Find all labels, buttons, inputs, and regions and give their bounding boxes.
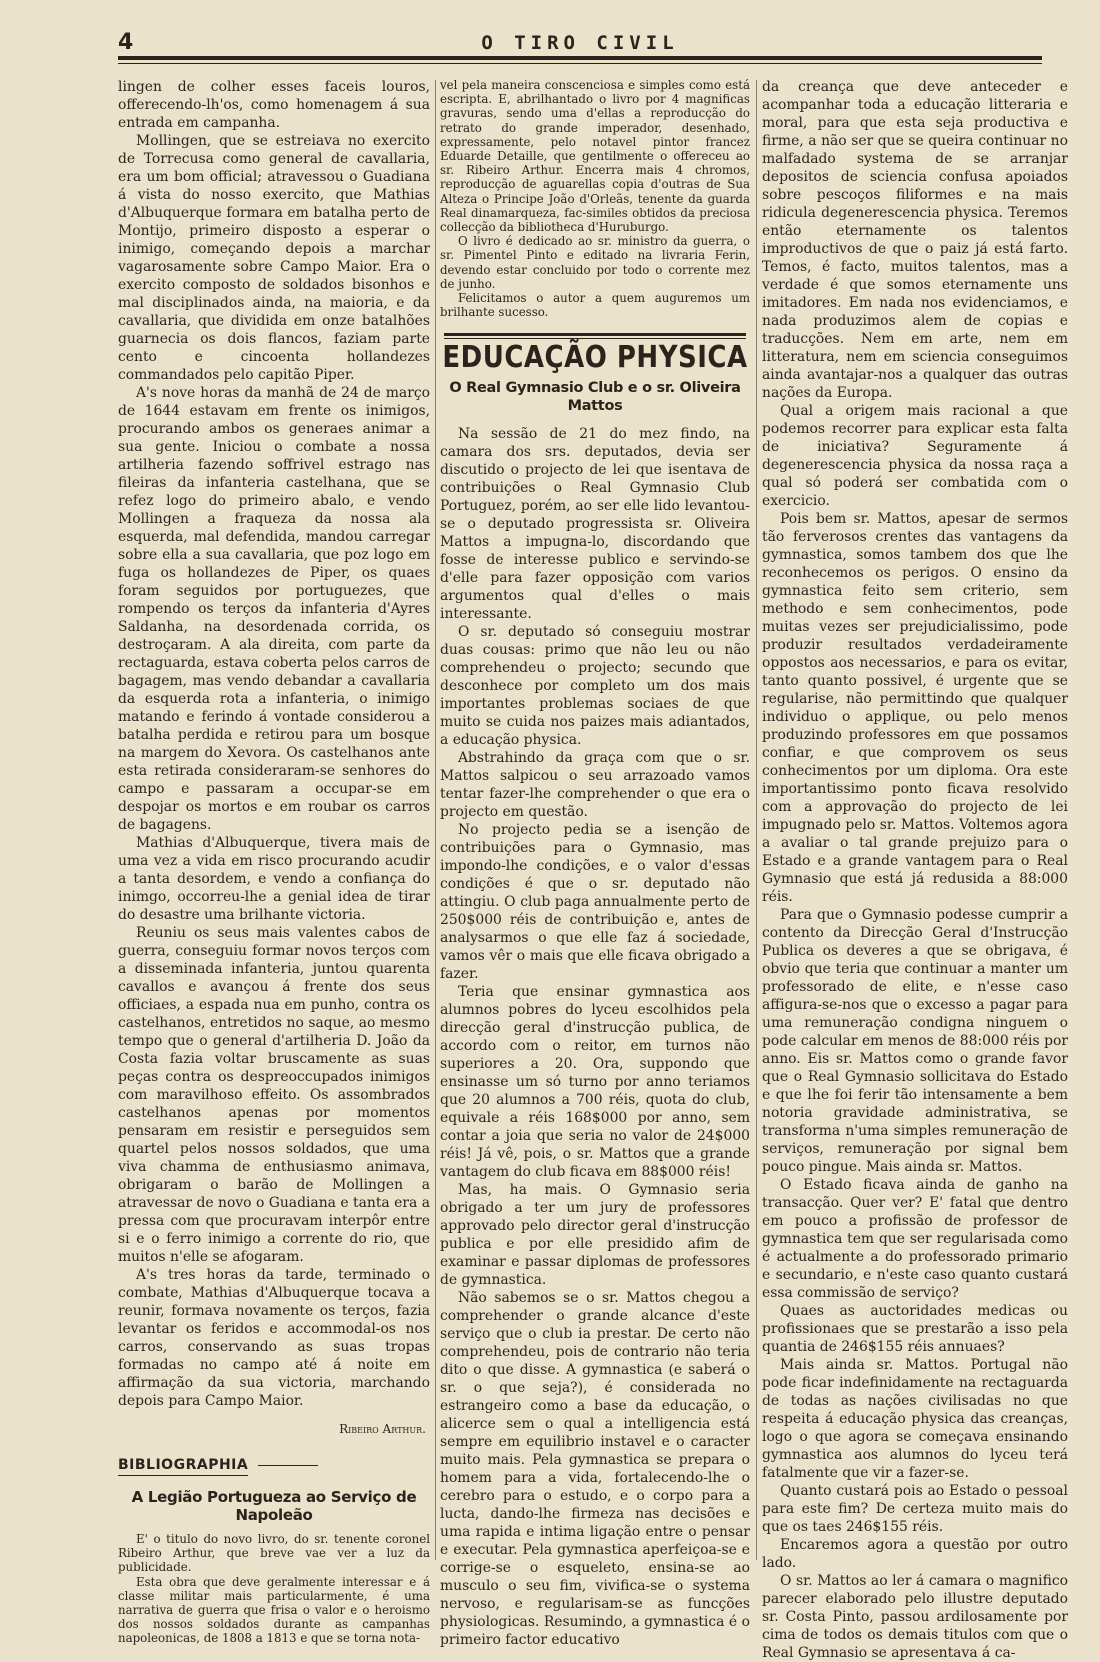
paragraph: O livro é dedicado ao sr. ministro da guerra, o sr. Pimentel Pinto e editado na livraria Ferin, devendo estar concluido por todo o corrente mez de junho. — [440, 234, 750, 291]
masthead: O TIRO CIVIL — [481, 32, 679, 54]
column-2 — [440, 78, 750, 1649]
paragraph: Na sessão de 21 do mez findo, na camara dos srs. deputados, devia ser discutido o projecto de lei que isentava de contribuições o Real Gymnasio Club Portuguez, porém, ao ser elle lido levantou-se o deputado progressista sr. Oliveira Mattos a impugna-lo, discordando que fosse de interesse publico e servindo-se d'elle para fazer opposição com varios argumentos qual d'elles o mais interessante. — [440, 426, 750, 623]
paragraph: A's nove horas da manhã de 24 de março de 1644 estavam em frente os inimigos, procurando ambos os generaes animar a sua gente. Iniciou o combate a nossa artilheria fazendo soffrivel estrago nas fileiras da infanteria castelhana, que se refez logo do primeiro abalo, e vendo Mollingen a fraqueza da nossa ala esquerda, mal defendida, mandou carregar sobre ella a sua cavallaria, que poz logo em fuga os hollandezes de Piper, os quaes foram seguidos por portuguezes, que rompendo os terços da infanteria d'Ayres Saldanha, na desordenada corrida, os destroçaram. A ala direita, com parte da rectaguarda, estava coberta pelos carros de bagagem, mas vendo debandar a cavallaria da esquerda rota a infanteria, o inimigo matando e ferindo á vontade considerou a batalha perdida e retirou para um bosque na margem do Xevora. Os castelhanos ante esta retirada consideraram-se senhores do campo e passaram a occupar-se em despojar os mortos e em roubar os carros de bagagens. — [118, 385, 430, 833]
column-3 — [762, 78, 1068, 1661]
book-review — [118, 1532, 430, 1646]
paragraph: Pois bem sr. Mattos, apesar de sermos tão ferverosos crentes das vantagens da gymnastica, somos tambem dos que lhe reconhecemos os perigos. O ensino da gymnastica feito sem criterio, sem methodo e sem conhecimentos, pode muitas vezes ser prejudicialissimo, pode produzir resultados verdadeiramente oppostos aos necessarios, e para os evitar, tanto quanto possivel, é urgente que se regularise, não permittindo que qualquer individuo o applique, ou pelo menos produzindo professores em que possamos confiar, e que comprovem os seus conhecimentos por um diploma. Ora este importantissimo ponto ficava resolvido com a approvação do projecto de lei impugnado pelo sr. Mattos. Voltemos agora a avaliar o tal grande prejuizo para o Estado e a grande vantagem para o Real Gymnasio que está já redusida a 88:000 réis. — [762, 511, 1068, 905]
book-review-continued — [440, 78, 750, 319]
section-heading: EDUCAÇÃO PHYSICA — [442, 341, 748, 376]
paragraph: Felicitamos o autor a quem auguremos um brilhante sucesso. — [440, 291, 750, 320]
paragraph: Reuniu os seus mais valentes cabos de guerra, conseguiu formar novos terços com a disseminada infanteria, juntou quarenta cavallos e avançou á frente dos seus officiaes, a espada nua em punho, contra os castelhanos, entretidos no saque, ao mesmo tempo que o general d'artilheria D. João da Costa fazia voltar bruscamente as suas peças contra os despreoccupados inimigos com maravilhoso effeito. Os assombrados castelhanos apenas por momentos pensaram em resistir e perseguidos sem quartel pelos nossos soldados, que uma viva chamma de enthusiasmo animava, obrigaram o barão de Mollingen a atravessar de novo o Guadiana e tanta era a pressa com que procuravam interpôr entre si e o ferro inimigo a corrente do rio, que muitos n'elle se afogaram. — [118, 925, 430, 1265]
short-rule — [258, 1465, 318, 1466]
paragraph: Mais ainda sr. Mattos. Portugal não pode ficar indefinidamente na rectaguarda de todas as nações civilisadas no que respeita á educação physica das creanças, logo o que agora se começava ensinando gymnastica aos alumnos do lyceu terá fatalmente que vir a fazer-se. — [762, 1357, 1068, 1481]
column-1 — [118, 78, 430, 1646]
paragraph: E' o titulo do novo livro, do sr. tenente coronel Ribeiro Arthur, que breve vae ver a luz da publicidade. — [118, 1532, 430, 1575]
bibliography-label: BIBLIOGRAPHIA — [118, 1456, 248, 1476]
paragraph: Mollingen, que se estreiava no exercito de Torrecusa como general de cavallaria, era um bom official; atravessou o Guadiana á vista do nosso exercito, que Mathias d'Albuquerque formara em batalha perto de Montijo, primeiro disposto a esperar o inimigo, começando depois a marchar vagarosamente sobre Campo Maior. Era o exercito composto de soldados bisonhos e mal disciplinados ainda, na maioria, e da cavallaria, que dividida em onze batalhões guarnecia os dois flancos, faziam parte cento e cincoenta hollandezes commandados pelo capitão Piper. — [118, 133, 430, 383]
paragraph: Teria que ensinar gymnastica aos alumnos pobres do lyceu escolhidos pela direcção geral d'instrucção publica, de accordo com o reitor, em turnos não superiores a 20. Ora, suppondo que ensinasse um só turno por anno teriamos que 20 alumnos a 700 réis, quota do club, equivale a réis 168$000 por anno, sem contar a joia que seria no valor de 24$000 réis! Já vê, pois, o sr. Mattos que a grande vantagem do club ficava em 88$000 réis! — [440, 984, 750, 1181]
paragraph: O sr. deputado só conseguiu mostrar duas cousas: primo que não leu ou não comprehendeu o projecto; secundo que desconhece por completo um dos mais importantes problemas sociaes de que muito se cuida nos paizes mais adiantados, a educação physica. — [440, 624, 750, 749]
paragraph: da creança que deve anteceder e acompanhar toda a educação litteraria e moral, para que esta seja productiva e firme, a não ser que se queira continuar no malfadado systema de se arranjar depositos de sciencia confusa apoiados sobre pescoços filiformes e na mais ridicula degenerescencia physica. Teremos então eternamente os talentos improductivos de que o paiz já está farto. Temos, é facto, muitos talentos, mas a verdade é que somos eternamente uns imitadores. Em nada nos evidenciamos, e nada produzimos alem de copias e traducções. Nem em arte, nem em litteratura, nem em sciencia conseguimos ainda avantajar-nos a qualquer das outras nações da Europa. — [762, 79, 1068, 401]
paragraph: No projecto pedia se a isenção de contribuições para o Gymnasio, mas impondo-lhe condições, e o valor d'essas condições é que o sr. deputado não attingiu. O club paga annualmente perto de 250$000 réis de contribuição e, antes de analysarmos o que elle faz á sociedade, vamos vêr o mais que elle ficava obrigado a fazer. — [440, 822, 750, 983]
paragraph: Esta obra que deve geralmente interessar e á classe militar mais particularmente, é uma narrativa de guerra que frisa o valor e o heroismo dos nossos soldados durante as campanhas napoleonicas, de 1808 a 1813 e que se torna nota- — [118, 1574, 430, 1646]
section-divider — [440, 333, 750, 339]
paragraph: Mathias d'Albuquerque, tivera mais de uma vez a vida em risco procurando acudir a tanta desordem, e vendo a confiança do inimgo, occorreu-lhe a genial idea de tirar do desastre uma brilhante victoria. — [118, 835, 430, 923]
header-rule-thin — [118, 63, 1042, 64]
paragraph: Abstrahindo da graça com que o sr. Mattos salpicou o seu arrazoado vamos tentar fazer-lhe comprehender o que era o projecto em questão. — [440, 750, 750, 821]
column-divider — [756, 80, 757, 1560]
page-number: 4 — [118, 30, 134, 55]
paragraph: Para que o Gymnasio podesse cumprir a contento da Direcção Geral d'Instrucção Publica os deveres a que se obrigava, é obvio que teria que continuar a manter um professorado de elite, e n'esse caso affigura-se-nos que o excesso a pagar para uma remuneração condigna ninguem o pode calcular em menos de 88:000 réis por anno. Eis sr. Mattos como o grande favor que o Real Gymnasio sollicitava do Estado e que lhe foi ferir tão intensamente a bem notoria gravidade administrativa, se transforma n'uma simples remuneração de serviços, remuneração por signal bem pouco pingue. Mais ainda sr. Mattos. — [762, 907, 1068, 1175]
paragraph: Quaes as auctoridades medicas ou profissionaes que se prestarão a isso pela quantia de 246$155 réis annuaes? — [762, 1303, 1068, 1355]
paragraph: Encaremos agora a questão por outro lado. — [762, 1537, 1068, 1571]
paragraph: Mas, ha mais. O Gymnasio seria obrigado a ter um jury de professores approvado pelo director geral d'instrucção publica e por elle presidido afim de examinar e passar diplomas de professores de gymnastica. — [440, 1182, 750, 1289]
column-divider — [435, 80, 436, 1560]
paragraph: Não sabemos se o sr. Mattos chegou a comprehender o grande alcance d'este serviço que o club ia prestar. De certo não comprehendeu, pois de contrario não teria dito o que disse. A gymnastica (e saberá o sr. o que seja?), é considerada no estrangeiro como a base da educação, o alicerce sem o qual a intelligencia está sempre em equilibrio instavel e o caracter muito mais. Pela gymnastica se prepara o homem para a vida, fortalecendo-lhe o cerebro para o estudo, e o corpo para a lucta, dando-lhe firmeza nas decisões e uma rapida e intima ligação entre o pensar e executar. Pela gymnastica aperfeiçoa-se e corrige-se o esqueleto, ensina-se ao musculo o seu fim, vivifica-se o systema nervoso, e regularisam-se as funcções physiologicas. Resumindo, a gymnastica é o primeiro factor educativo — [440, 1290, 750, 1649]
paragraph: lingen de colher esses faceis louros, offerecendo-lh'os, como homenagem á sua entrada em campanha. — [118, 79, 430, 131]
paragraph: A's tres horas da tarde, terminado o combate, Mathias d'Albuquerque tocava a reunir, formava novamente os terços, fazia levantar os feridos e accommodal-os nos carros, conservando as suas tropas formadas no campo até á noite em affirmação da sua victoria, marchando depois para Campo Maior. — [118, 1267, 430, 1409]
author-signature: Ribeiro Arthur. — [339, 1422, 426, 1436]
article-subheading: O Real Gymnasio Club e o sr. Oliveira Mattos — [449, 380, 741, 415]
paragraph: O sr. Mattos ao ler á camara o magnifico parecer elaborado pelo illustre deputado sr. Costa Pinto, passou ardilosamente por cima de todos os demais titulos com que o Real Gymnasio se apresentava á ca- — [762, 1573, 1068, 1661]
paragraph: O Estado ficava ainda de ganho na transacção. Quer ver? E' fatal que dentro em pouco a profissão de professor de gymnastica tem que ser regularisada como é actualmente a do professorado primario e secundario, e n'este caso quanto custará essa commissão de serviço? — [762, 1177, 1068, 1301]
book-title: A Legião Portugueza ao Serviço de Napoleão — [131, 1488, 417, 1524]
paragraph: Qual a origem mais racional a que podemos recorrer para explicar esta falta de iniciativa? Seguramente á degenerescencia physica da nossa raça a qual só poderá ser combatida com o exercicio. — [762, 403, 1068, 509]
paragraph: Quanto custará pois ao Estado o pessoal para este fim? De certeza muito mais do que os taes 246$155 réis. — [762, 1483, 1068, 1535]
paragraph: vel pela maneira conscenciosa e simples como está escripta. E, abrilhantado o livro por 4 magnificas gravuras, sendo uma d'ellas a reproducção do retrato do grande imperador, desenhado, expressamente, pelo notavel pintor francez Eduarde Detaille, que gentilmente o offereceu ao sr. Ribeiro Arthur. Encerra mais 4 chromos, reproducção de aguarellas copia d'outras de Sua Alteza o Principe João d'Orleãs, tenente da guarda Real dinamarqueza, fac-similes obtidos da preciosa collecção da bibliotheca d'Huruburgo. — [440, 78, 750, 235]
header-rule-thick — [118, 56, 1042, 60]
